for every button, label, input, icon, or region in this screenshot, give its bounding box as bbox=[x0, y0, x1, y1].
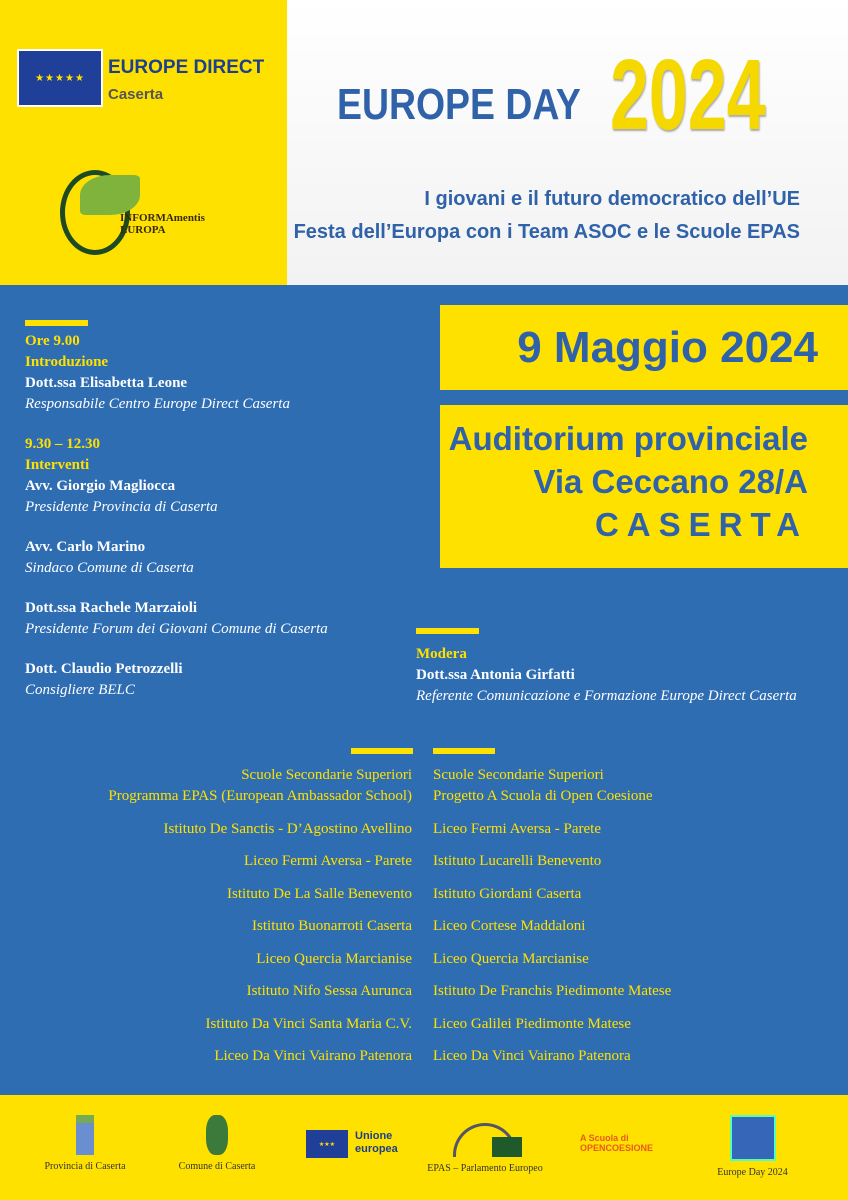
org-name: EUROPE DIRECT bbox=[108, 57, 265, 78]
schools-asoc bbox=[433, 765, 671, 1079]
crest-icon bbox=[206, 1115, 228, 1155]
speaker: Avv. Carlo Marino bbox=[25, 539, 146, 555]
flag-icon bbox=[492, 1137, 522, 1157]
school-item: Liceo Galilei Piedimonte Matese bbox=[433, 1015, 631, 1032]
time: Ore 9.00 bbox=[25, 333, 80, 349]
moderator bbox=[416, 644, 797, 707]
venue-address: Via Ceccano 28/A bbox=[533, 463, 808, 500]
event-year: 2024 bbox=[610, 39, 766, 151]
logo-caption: Provincia di Caserta bbox=[44, 1161, 126, 1172]
school-item: Istituto De La Salle Benevento bbox=[227, 885, 412, 902]
speaker: Dott.ssa Rachele Marzaioli bbox=[25, 600, 198, 616]
school-item: Liceo Da Vinci Vairano Patenora bbox=[214, 1048, 412, 1064]
venue-city: CASERTA bbox=[594, 506, 808, 543]
divider bbox=[25, 320, 88, 326]
parliament-icon bbox=[453, 1123, 517, 1157]
eu-logo-text: Unione europea bbox=[355, 1130, 398, 1155]
provincia-logo bbox=[40, 1115, 130, 1172]
school-item: Liceo Cortese Maddaloni bbox=[433, 918, 586, 934]
school-item: Liceo Da Vinci Vairano Patenora bbox=[433, 1048, 631, 1064]
schools-subheading: Programma EPAS (European Ambassador School) bbox=[108, 788, 412, 804]
section-label: Interventi bbox=[25, 457, 90, 473]
speaker: Dott. Claudio Petrozzelli bbox=[25, 661, 183, 677]
role: Consigliere BELC bbox=[25, 682, 135, 698]
logo-caption: Europe Day 2024 bbox=[717, 1167, 788, 1178]
partner-logo-text: INFORMAmentis EUROPA bbox=[120, 212, 205, 236]
epas-logo bbox=[420, 1123, 550, 1174]
europe-day-icon bbox=[730, 1115, 776, 1161]
speaker: Avv. Giorgio Magliocca bbox=[25, 478, 176, 494]
school-item: Liceo Fermi Aversa - Parete bbox=[244, 853, 412, 869]
school-item: Istituto De Sanctis - D’Agostino Avellino bbox=[163, 820, 412, 837]
role: Presidente Provincia di Caserta bbox=[25, 499, 218, 515]
time: 9.30 – 12.30 bbox=[25, 436, 100, 452]
schools-heading: Scuole Secondarie Superiori bbox=[241, 767, 412, 783]
moderator-name: Dott.ssa Antonia Girfatti bbox=[416, 667, 575, 683]
figure-icon bbox=[80, 175, 140, 215]
school-item: Liceo Quercia Marcianise bbox=[433, 950, 589, 967]
schools-epas bbox=[108, 765, 412, 1079]
school-item: Istituto De Franchis Piedimonte Matese bbox=[433, 983, 672, 999]
school-item: Liceo Quercia Marcianise bbox=[256, 950, 412, 967]
program bbox=[25, 331, 328, 720]
school-item: Istituto Lucarelli Benevento bbox=[433, 853, 602, 869]
role: Presidente Forum dei Giovani Comune di Caserta bbox=[25, 621, 328, 637]
crest-icon bbox=[76, 1115, 94, 1155]
venue-box bbox=[440, 405, 848, 568]
moderator-label: Modera bbox=[416, 646, 467, 662]
subtitle-2: Festa dell’Europa con i Team ASOC e le Scuole EPAS bbox=[293, 221, 800, 243]
event-date: 9 Maggio 2024 bbox=[440, 305, 848, 390]
event-title: EUROPE DAY bbox=[337, 80, 581, 129]
comune-logo bbox=[172, 1115, 262, 1172]
moderator-role: Referente Comunicazione e Formazione Europe Direct Caserta bbox=[416, 688, 797, 704]
school-item: Istituto Giordani Caserta bbox=[433, 885, 582, 902]
speaker: Dott.ssa Elisabetta Leone bbox=[25, 375, 188, 391]
footer-logos bbox=[0, 1095, 848, 1200]
divider bbox=[433, 748, 495, 754]
eu-flag-icon: ★★★ bbox=[306, 1130, 348, 1158]
schools-heading: Scuole Secondarie Superiori bbox=[433, 767, 604, 783]
role: Responsabile Centro Europe Direct Caserta bbox=[25, 396, 290, 412]
logo-caption: Comune di Caserta bbox=[178, 1161, 256, 1172]
subtitle-1: I giovani e il futuro democratico dell’UE bbox=[424, 188, 800, 210]
school-item: Istituto Buonarroti Caserta bbox=[252, 918, 412, 934]
eu-flag-icon: ★★★★★ bbox=[17, 49, 103, 107]
school-item: Istituto Da Vinci Santa Maria C.V. bbox=[205, 1015, 412, 1032]
europe-day-logo bbox=[705, 1115, 800, 1178]
header-left-panel bbox=[0, 0, 287, 285]
divider bbox=[416, 628, 479, 634]
role: Sindaco Comune di Caserta bbox=[25, 560, 194, 576]
school-item: Liceo Fermi Aversa - Parete bbox=[433, 820, 601, 837]
section-label: Introduzione bbox=[25, 354, 109, 370]
logo-caption: EPAS – Parlamento Europeo bbox=[427, 1163, 543, 1174]
schools-subheading: Progetto A Scuola di Open Coesione bbox=[433, 788, 653, 804]
divider bbox=[351, 748, 413, 754]
org-city: Caserta bbox=[108, 86, 164, 103]
asoc-logo: A Scuola di OPENCOESIONE bbox=[580, 1133, 654, 1153]
school-item: Istituto Nifo Sessa Aurunca bbox=[246, 983, 412, 999]
venue-name: Auditorium provinciale bbox=[448, 420, 808, 457]
